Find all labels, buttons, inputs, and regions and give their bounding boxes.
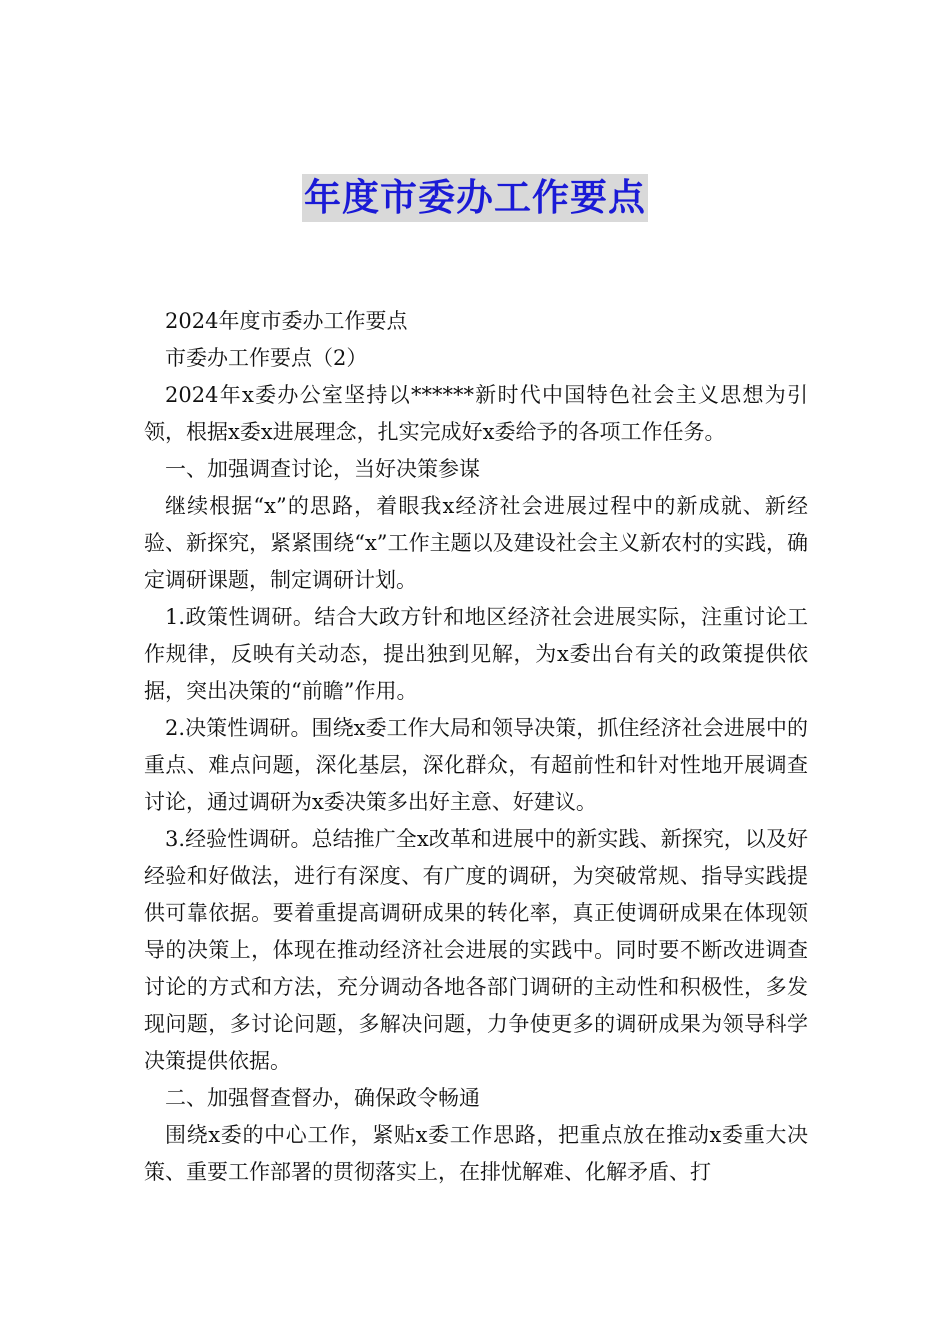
paragraph: 围绕x委的中心工作，紧贴x委工作思路，把重点放在推动x委重大决策、重要工作部署的贯彻落实上，在排忧解难、化解矛盾、打 xyxy=(144,1123,808,1184)
section-heading-1: 一、加强调查讨论，当好决策参谋 xyxy=(165,457,480,481)
document-body xyxy=(144,303,808,1191)
title-container xyxy=(0,174,950,222)
paragraph: 3.经验性调研。总结推广全x改革和进展中的新实践、新探究，以及好经验和好做法，进行有深度、有广度的调研，为突破常规、指导实践提供可靠依据。要着重提高调研成果的转化率，真正使调研成果在体现领导的决策上，体现在推动经济社会进展的实践中。同时要不断改进调查讨论的方式和方法，充分调动各地各部门调研的主动性和积极性，多发现问题，多讨论问题，多解决问题，力争使更多的调研成果为领导科学决策提供依据。 xyxy=(144,827,808,1073)
paragraph-subheading: 市委办工作要点（2） xyxy=(165,346,368,370)
section-heading-2: 二、加强督查督办，确保政令畅通 xyxy=(165,1086,480,1110)
paragraph: 2.决策性调研。围绕x委工作大局和领导决策，抓住经济社会进展中的重点、难点问题，深化基层，深化群众，有超前性和针对性地开展调查讨论，通过调研为x委决策多出好主意、好建议。 xyxy=(144,716,808,814)
paragraph-intro: 2024年x委办公室坚持以******新时代中国特色社会主义思想为引领，根据x委x进展理念，扎实完成好x委给予的各项工作任务。 xyxy=(144,383,808,444)
paragraph-heading-year: 2024年度市委办工作要点 xyxy=(165,309,408,333)
paragraph: 1.政策性调研。结合大政方针和地区经济社会进展实际，注重讨论工作规律，反映有关动态，提出独到见解，为x委出台有关的政策提供依据，突出决策的“前瞻”作用。 xyxy=(144,605,808,703)
document-title: 年度市委办工作要点 xyxy=(302,174,648,222)
paragraph: 继续根据“x”的思路，着眼我x经济社会进展过程中的新成就、新经验、新探究，紧紧围绕“x”工作主题以及建设社会主义新农村的实践，确定调研课题，制定调研计划。 xyxy=(144,494,808,592)
